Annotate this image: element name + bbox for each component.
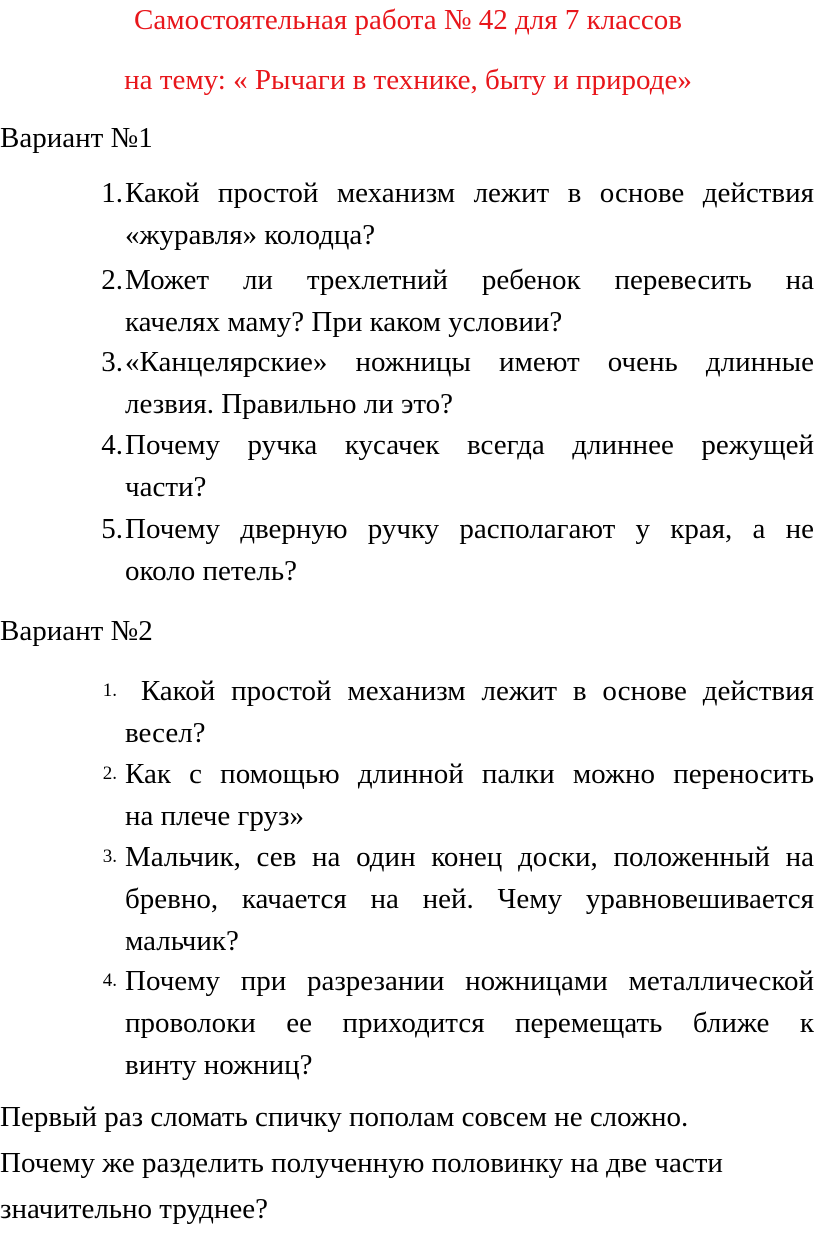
question-line: проволоки ее приходится перемещать ближе к [125,1007,814,1039]
question-text [125,508,814,592]
question-number: 2. [101,264,123,296]
question-text [125,753,814,837]
question-line: «Канцелярские» ножницы имеют очень длинные [125,346,814,378]
question-number: 1. [102,680,117,701]
title-line-1: Самостоятельная работа № 42 для 7 классов [134,4,682,36]
question-line: Почему ручка кусачек всегда длиннее режущей [125,429,814,461]
question-line: весел? [125,717,206,749]
variant-1-heading: Вариант №1 [0,122,153,154]
question-number: 3. [101,346,123,378]
question-line: около петель? [125,555,297,587]
question-number: 4. [102,970,117,991]
question-number: 2. [102,763,117,784]
question-line: Может ли трехлетний ребенок перевесить на [125,264,814,296]
question-line: Почему дверную ручку располагают у края, а не [125,513,814,545]
question-line: винту ножниц? [125,1049,313,1081]
question-line: «журавля» колодца? [125,219,376,251]
question-number: 4. [101,429,123,461]
question-line: Почему при разрезании ножницами металлической [125,965,814,997]
final-question [0,1094,816,1232]
question-line: Какой простой механизм лежит в основе действия [125,177,814,209]
question-line: на плече груз» [125,800,304,832]
question-text [125,424,814,508]
question-number: 1. [101,177,123,209]
question-text [125,670,814,754]
title-line-2: на тему: « Рычаги в технике, быту и природе» [124,64,692,96]
question-number: 5. [101,513,123,545]
question-number: 3. [102,846,117,867]
question-text [125,172,814,256]
question-text [125,341,814,425]
question-line: части? [125,471,207,503]
question-line: Мальчик, сев на один конец доски, положенный на [125,841,814,873]
question-line: бревно, качается на ней. Чему уравновешивается [125,883,814,915]
question-text [125,960,814,1086]
variant-2-heading: Вариант №2 [0,615,153,647]
question-text [125,836,814,962]
question-line: Как с помощью длинной палки можно переносить [125,758,814,790]
question-line: качелях маму? При каком условии? [125,306,563,338]
final-question-line: Первый раз сломать спичку пополам совсем не сложно. [0,1101,689,1133]
question-line: мальчик? [125,925,239,957]
final-question-line: Почему же разделить полученную половинку на две части [0,1147,723,1179]
question-text [125,259,814,343]
question-line: лезвия. Правильно ли это? [125,388,454,420]
final-question-line: значительно труднее? [0,1193,269,1225]
question-line: Какой простой механизм лежит в основе действия [125,675,814,707]
